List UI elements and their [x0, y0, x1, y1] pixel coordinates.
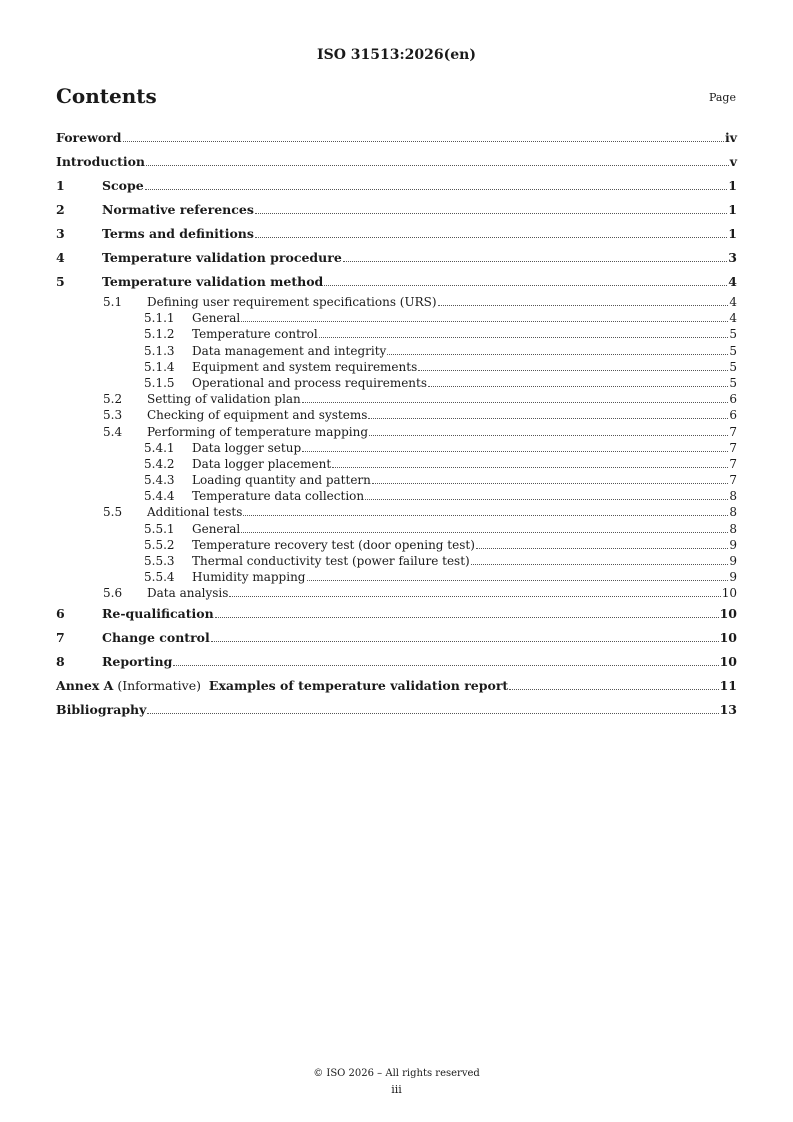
toc-entry-title: Temperature validation procedure [102, 250, 342, 265]
toc-entry-title: Checking of equipment and systems [147, 408, 368, 423]
toc-entry-page: 4 [728, 274, 737, 289]
dot-leader [243, 515, 728, 516]
toc-entry-number: 5.1 [103, 295, 123, 309]
dot-leader [418, 370, 728, 371]
toc-entry[interactable] [56, 650, 737, 674]
toc-entry[interactable] [56, 294, 737, 310]
toc-entry-page: 7 [729, 473, 737, 488]
toc-entry-number: 5.1.1 [144, 311, 175, 326]
toc-entry-title: Reporting [102, 653, 173, 669]
toc-entry-number: 5.3 [103, 408, 123, 423]
toc-entry[interactable] [56, 126, 737, 150]
dot-leader [428, 386, 728, 387]
toc-entry-number: 5.2 [103, 392, 123, 407]
toc-entry-number: 5.1.2 [144, 327, 175, 342]
toc-entry[interactable] [56, 174, 737, 198]
toc-entry[interactable] [56, 698, 737, 722]
toc-entry-number: 5.5.4 [144, 570, 175, 585]
document-id: ISO 31513:2026(en) [317, 47, 476, 63]
toc-entry[interactable] [56, 521, 737, 537]
toc-entry[interactable] [56, 222, 737, 246]
toc-entry-page: 3 [728, 250, 737, 265]
dot-leader [146, 165, 729, 166]
toc-entry-title: Bibliography [56, 701, 147, 717]
toc-entry-title: Thermal conductivity test (power failure test) [192, 554, 470, 568]
toc-entry-title: Scope [102, 178, 144, 193]
toc-entry-title: Foreword [56, 130, 122, 145]
toc-entry-number: 7 [56, 629, 65, 645]
dot-leader [229, 596, 720, 597]
dot-leader [307, 580, 729, 581]
dot-leader [369, 435, 728, 436]
toc-entry-page: 1 [728, 226, 737, 241]
dot-leader [471, 564, 729, 565]
toc-entry-page: 7 [729, 424, 737, 439]
toc-entry-number: 5.1.5 [144, 375, 175, 390]
toc-entry-title: Re-qualification [102, 605, 214, 621]
toc-entry-page: 8 [729, 505, 737, 520]
dot-leader [365, 499, 728, 500]
toc-entry-page: 5 [729, 327, 737, 342]
toc-entry-page: 1 [728, 202, 737, 217]
toc-entry[interactable] [56, 246, 737, 270]
toc-entry-page: 4 [729, 311, 737, 326]
toc-entry-page: 13 [719, 701, 737, 717]
annex-type: (Informative) [113, 677, 209, 693]
toc-entry[interactable] [56, 375, 737, 391]
toc-entry-page: 7 [729, 440, 737, 455]
toc-entry-number: 5.4.1 [144, 440, 175, 455]
toc-entry-number: 5.1.3 [144, 343, 175, 358]
dot-leader [324, 285, 727, 286]
dot-leader [302, 451, 728, 452]
toc-entry-page: v [729, 154, 737, 169]
dot-leader [476, 548, 728, 549]
toc-entry-title: Setting of validation plan [147, 392, 301, 407]
dot-leader [173, 665, 718, 666]
dot-leader [368, 418, 728, 419]
toc-entry[interactable] [56, 569, 737, 585]
footer [0, 1066, 793, 1098]
toc-entry-page: 11 [719, 677, 737, 693]
toc-entry[interactable] [56, 343, 737, 359]
toc-entry-title: Data management and integrity [192, 343, 387, 358]
toc-entry-number: 1 [56, 178, 65, 193]
toc-entry-page: 6 [729, 408, 737, 423]
dot-leader [255, 213, 727, 214]
toc-entry-page: 10 [721, 586, 737, 601]
toc-entry[interactable] [56, 674, 737, 698]
toc-entry-number: 5 [56, 274, 65, 289]
dot-leader [387, 354, 728, 355]
toc-entry[interactable] [56, 150, 737, 174]
toc-entry-page: iv [724, 130, 737, 145]
toc-entry-title: General [192, 521, 241, 536]
toc-entry-title: Introduction [56, 154, 146, 169]
toc-entry[interactable] [56, 407, 737, 423]
toc-entry-title: Equipment and system requirements [192, 359, 418, 374]
toc-entry-page: 8 [729, 489, 737, 504]
toc-entry-page: 10 [719, 653, 737, 669]
toc-entry[interactable] [56, 626, 737, 650]
toc-entry[interactable] [56, 602, 737, 626]
toc-entry-title: Data logger setup [192, 440, 302, 455]
dot-leader [372, 483, 728, 484]
toc-entry-number: 5.5.2 [144, 537, 175, 552]
toc-entry-number: 3 [56, 226, 65, 241]
toc-entry-title: Temperature data collection [192, 489, 365, 504]
toc-entry-page: 1 [728, 178, 737, 193]
toc-entry[interactable] [56, 585, 737, 601]
toc-entry[interactable] [56, 553, 737, 569]
toc-entry[interactable] [56, 537, 737, 553]
toc-entry-number: 8 [56, 653, 65, 669]
toc-entry-title: General [192, 311, 241, 326]
toc-entry-title: Temperature control [192, 327, 318, 342]
toc-entry-number: 6 [56, 605, 65, 621]
toc-entry[interactable] [56, 310, 737, 326]
copyright-notice: © ISO 2026 – All rights reserved [313, 1068, 480, 1079]
toc-entry-title: Change control [102, 629, 210, 645]
toc-entry-title: Normative references [102, 202, 254, 217]
toc-entry-page: 5 [729, 375, 737, 390]
toc-entry-title: Operational and process requirements [192, 375, 428, 390]
contents-heading: Contents [56, 84, 157, 108]
toc-entry-number: 5.4.4 [144, 489, 175, 504]
toc-entry-page: 10 [719, 629, 737, 645]
toc-entry-title [56, 674, 508, 698]
dot-leader [241, 321, 728, 322]
page-column-label: Page [708, 91, 736, 104]
dot-leader [123, 141, 724, 142]
dot-leader [211, 641, 719, 642]
toc-entry-title: Humidity mapping [192, 570, 306, 585]
dot-leader [302, 402, 729, 403]
dot-leader [255, 237, 727, 238]
toc-entry-page: 7 [729, 456, 737, 471]
toc-entry-number: 2 [56, 202, 65, 217]
toc-entry[interactable] [56, 456, 737, 472]
toc-entry[interactable] [56, 440, 737, 456]
dot-leader [509, 689, 718, 690]
annex-title: Examples of temperature validation report [208, 677, 509, 693]
dot-leader [319, 337, 729, 338]
toc-entry[interactable] [56, 359, 737, 375]
toc-entry-number: 5.5.1 [144, 521, 175, 536]
toc-entry-page: 5 [729, 359, 737, 374]
dot-leader [241, 532, 728, 533]
toc-entry[interactable] [56, 326, 737, 342]
toc-entry-page: 9 [729, 570, 737, 585]
toc-entry-page: 6 [729, 392, 737, 407]
toc-entry-number: 5.6 [103, 586, 123, 601]
toc-entry[interactable] [56, 198, 737, 222]
dot-leader [145, 189, 728, 190]
toc-entry-title: Temperature validation method [102, 274, 324, 289]
toc-entry-page: 5 [729, 343, 737, 358]
toc-entry[interactable] [56, 488, 737, 504]
toc-entry-number: 4 [56, 250, 65, 265]
toc-entry-page: 4 [729, 295, 737, 309]
toc-entry-page: 9 [729, 554, 737, 568]
dot-leader [147, 713, 718, 714]
toc-entry-title: Temperature recovery test (door opening test) [192, 537, 475, 552]
toc-entry-title: Data analysis [147, 586, 229, 601]
toc-entry-page: 8 [729, 521, 737, 536]
dot-leader [438, 305, 729, 306]
toc-entry-title: Defining user requirement specifications (URS) [147, 295, 437, 309]
toc-entry[interactable] [56, 504, 737, 520]
toc-entry[interactable] [56, 391, 737, 407]
toc-entry-page: 9 [729, 537, 737, 552]
toc-entry[interactable] [56, 472, 737, 488]
toc-entry[interactable] [56, 424, 737, 440]
toc-entry-number: 5.4 [103, 424, 123, 439]
toc-entry-title: Terms and definitions [102, 226, 254, 241]
toc-entry-number: 5.4.2 [144, 456, 175, 471]
annex-label: Annex A [56, 677, 114, 693]
toc-entry-page: 10 [719, 605, 737, 621]
page-number: iii [391, 1083, 402, 1096]
dot-leader [215, 617, 719, 618]
table-of-contents [56, 126, 737, 722]
dot-leader [343, 261, 728, 262]
toc-entry-title: Performing of temperature mapping [147, 424, 369, 439]
toc-entry[interactable] [56, 270, 737, 294]
toc-entry-title: Data logger placement [192, 456, 332, 471]
toc-entry-number: 5.5 [103, 505, 123, 520]
toc-entry-title: Loading quantity and pattern [192, 473, 371, 488]
toc-entry-title: Additional tests [147, 505, 243, 520]
toc-entry-number: 5.5.3 [144, 554, 175, 568]
toc-entry-number: 5.1.4 [144, 359, 175, 374]
dot-leader [332, 467, 728, 468]
toc-entry-number: 5.4.3 [144, 473, 175, 488]
